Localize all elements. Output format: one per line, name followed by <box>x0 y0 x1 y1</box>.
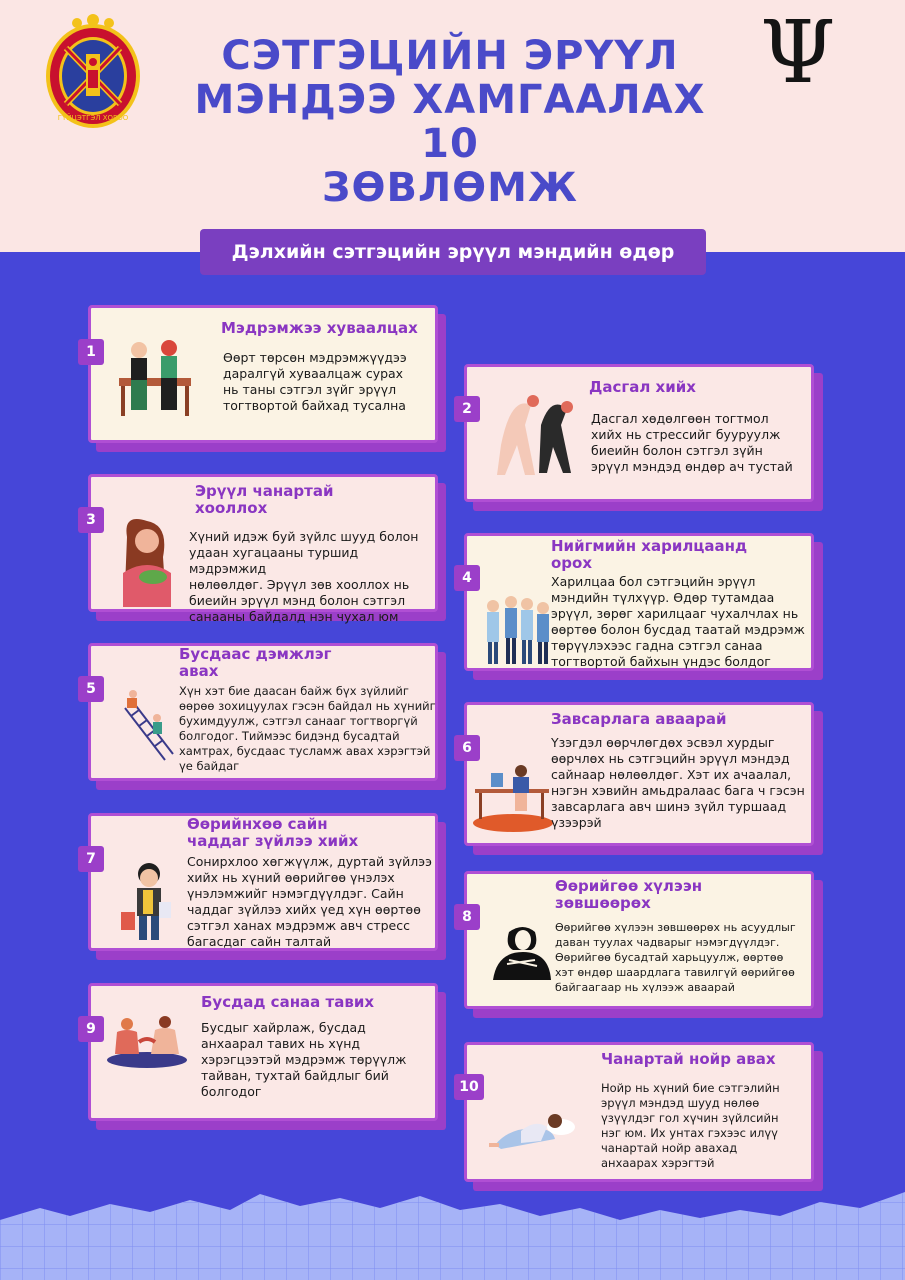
tip-title: Өөрийгөө хүлээн зөвшөөрөх <box>555 877 703 912</box>
tip-card-1 <box>88 305 438 443</box>
emblem-text: ГҮЙЦЭТГЭЛ ХОРОО <box>57 114 129 122</box>
break-relax-illustration <box>469 761 555 833</box>
tip-card-8 <box>464 871 814 1009</box>
tip-title: Дасгал хийх <box>589 378 696 396</box>
tip-text: Сонирхлоо хөгжүүлж, дуртай зүйлээ хийх нь хүний өөрийгөө үнэлэх үнэлэмжийг нэмэгдүүлдэг. Сайн чаддаг зүйлээ хийх үед хүн өөртөө сэтгэл ханах мэдрэмж авч стресс багасдаг сайн талтай <box>187 854 433 949</box>
tip-text: Үзэгдэл өөрчлөгдөх эсвэл хурдыг өөрчлөх нь сэтгэцийн эрүүл мэндэд сайнаар нөлөөлдөг. Хэт их ачаалал, нэгэн хэвийн амьдралаас бага ч гэсэн завсарлага авч шинэ зүйл туршаад үзээрэй <box>551 735 805 830</box>
tip-text: Дасгал хөдөлгөөн тогтмол хийх нь стрессийг бууруулж биеийн болон сэтгэл зүйн эрүүл мэндэд өндөр ач тустай <box>591 411 793 474</box>
title-line-3: ЗӨВЛӨМЖ <box>322 165 578 211</box>
tip-text: Нойр нь хүний бие сэтгэлийн эрүүл мэндэд шууд нөлөө үзүүлдэг гол хүчин зүйлсийн нэг юм. Их унтах гэхээс илүү чанартай нойр авахад анхаарах хэрэгтэй <box>601 1081 780 1170</box>
tip-number: 1 <box>78 339 104 365</box>
psi-symbol: Ψ <box>760 3 836 103</box>
title-line-2: МЭНДЭЭ ХАМГААЛАХ 10 <box>194 77 706 167</box>
tip-number: 2 <box>454 396 480 422</box>
tip-title: Чанартай нойр авах <box>601 1050 776 1068</box>
tip-number: 5 <box>78 676 104 702</box>
tip-title: Эрүүл чанартай хооллох <box>195 482 334 517</box>
tip-title: Бусдад санаа тавих <box>201 993 375 1011</box>
tip-card-2 <box>464 364 814 502</box>
exercise-illustration <box>491 385 581 483</box>
sleep-illustration <box>481 1105 585 1155</box>
tip-number: 3 <box>78 507 104 533</box>
tip-text: Хүн хэт бие даасан байж бүх зүйлийг өөрөө зохицуулах гэсэн байдал нь хүнийг бухимдуулж, сэтгэл санааг тогтворгүй болгодог. Тиймээс бидэнд бусадтай хамтрах, бусдаас тусламж авах хэрэгтэй үе байдаг <box>179 684 436 773</box>
tip-title: Нийгмийн харилцаанд орох <box>551 537 748 572</box>
emblem-logo <box>44 4 142 130</box>
tip-text: Харилцаа бол сэтгэцийн эрүүл мэндийн түлхүүр. Өдөр тутамдаа эрүүл, зөрөг харилцааг чухалчлах нь өөртөө болон бусдад таатай мэдрэмж төрүүлэхээс гадна сэтгэл санаа тогтвортой байхын үндэс болдог <box>551 574 805 669</box>
tip-number: 8 <box>454 904 480 930</box>
tip-card-10 <box>464 1042 814 1182</box>
tip-title: Өөрийнхөө сайн чаддаг зүйлээ хийх <box>187 815 359 850</box>
tip-number: 10 <box>454 1074 484 1100</box>
title-line-1: СЭТГЭЦИЙН ЭРҮҮЛ <box>221 33 679 79</box>
tip-text: Өөрт төрсөн мэдрэмжүүдээ даралгүй хуваалцаж сурах нь таны сэтгэл зүйг эрүүл тогтвортой байхад тусална <box>223 350 407 413</box>
tip-text: Хүний идэж буй зүйлс шууд болон удаан хугацааны туршид мэдрэмжид нөлөөлдөг. Эрүүл зөв хооллох нь биеийн эрүүл мэнд болон сэтгэл санааны байдалд нэн чухал юм <box>189 529 419 624</box>
tip-card-3 <box>88 474 438 624</box>
doing-hobby-illustration <box>115 860 177 944</box>
support-ladder-illustration <box>115 688 177 762</box>
banner: Дэлхийн сэтгэцийн эрүүл мэндийн өдөр <box>200 229 706 275</box>
tip-card-7 <box>88 813 438 951</box>
page-title <box>170 34 730 210</box>
self-acceptance-illustration <box>489 924 555 982</box>
tip-title: Бусдаас дэмжлэг авах <box>179 645 332 680</box>
tip-text: Бусдыг хайрлаж, бусдад анхаарал тавих нь хүнд хэрэгцээтэй мэдрэмж төрүүлж тайван, тухтай байдлыг бий болгодог <box>201 1020 407 1099</box>
tip-number: 4 <box>454 565 480 591</box>
tip-number: 6 <box>454 735 480 761</box>
tip-number: 9 <box>78 1016 104 1042</box>
tip-card-5 <box>88 643 438 781</box>
tip-card-9 <box>88 983 438 1121</box>
tip-card-6 <box>464 702 814 846</box>
tip-number: 7 <box>78 846 104 872</box>
tip-card-4 <box>464 533 814 671</box>
sharing-feelings-illustration <box>115 334 195 424</box>
social-group-illustration <box>481 592 553 666</box>
caring-others-illustration <box>105 1014 189 1070</box>
tip-title: Завсарлага аваарай <box>551 710 727 728</box>
healthy-eating-illustration <box>113 517 181 609</box>
tip-title: Мэдрэмжээ хуваалцах <box>221 319 418 337</box>
tip-text: Өөрийгөө хүлээн зөвшөөрөх нь асуудлыг даван туулах чадварыг нэмэгдүүлдэг. Өөрийгөө бусадтай харьцуулж, өөртөө хэт өндөр шаардлага тавилгүй өөрийгөө байгаагаар нь хүлээж аваарай <box>555 921 796 994</box>
bottom-wave-decoration <box>0 1180 905 1280</box>
